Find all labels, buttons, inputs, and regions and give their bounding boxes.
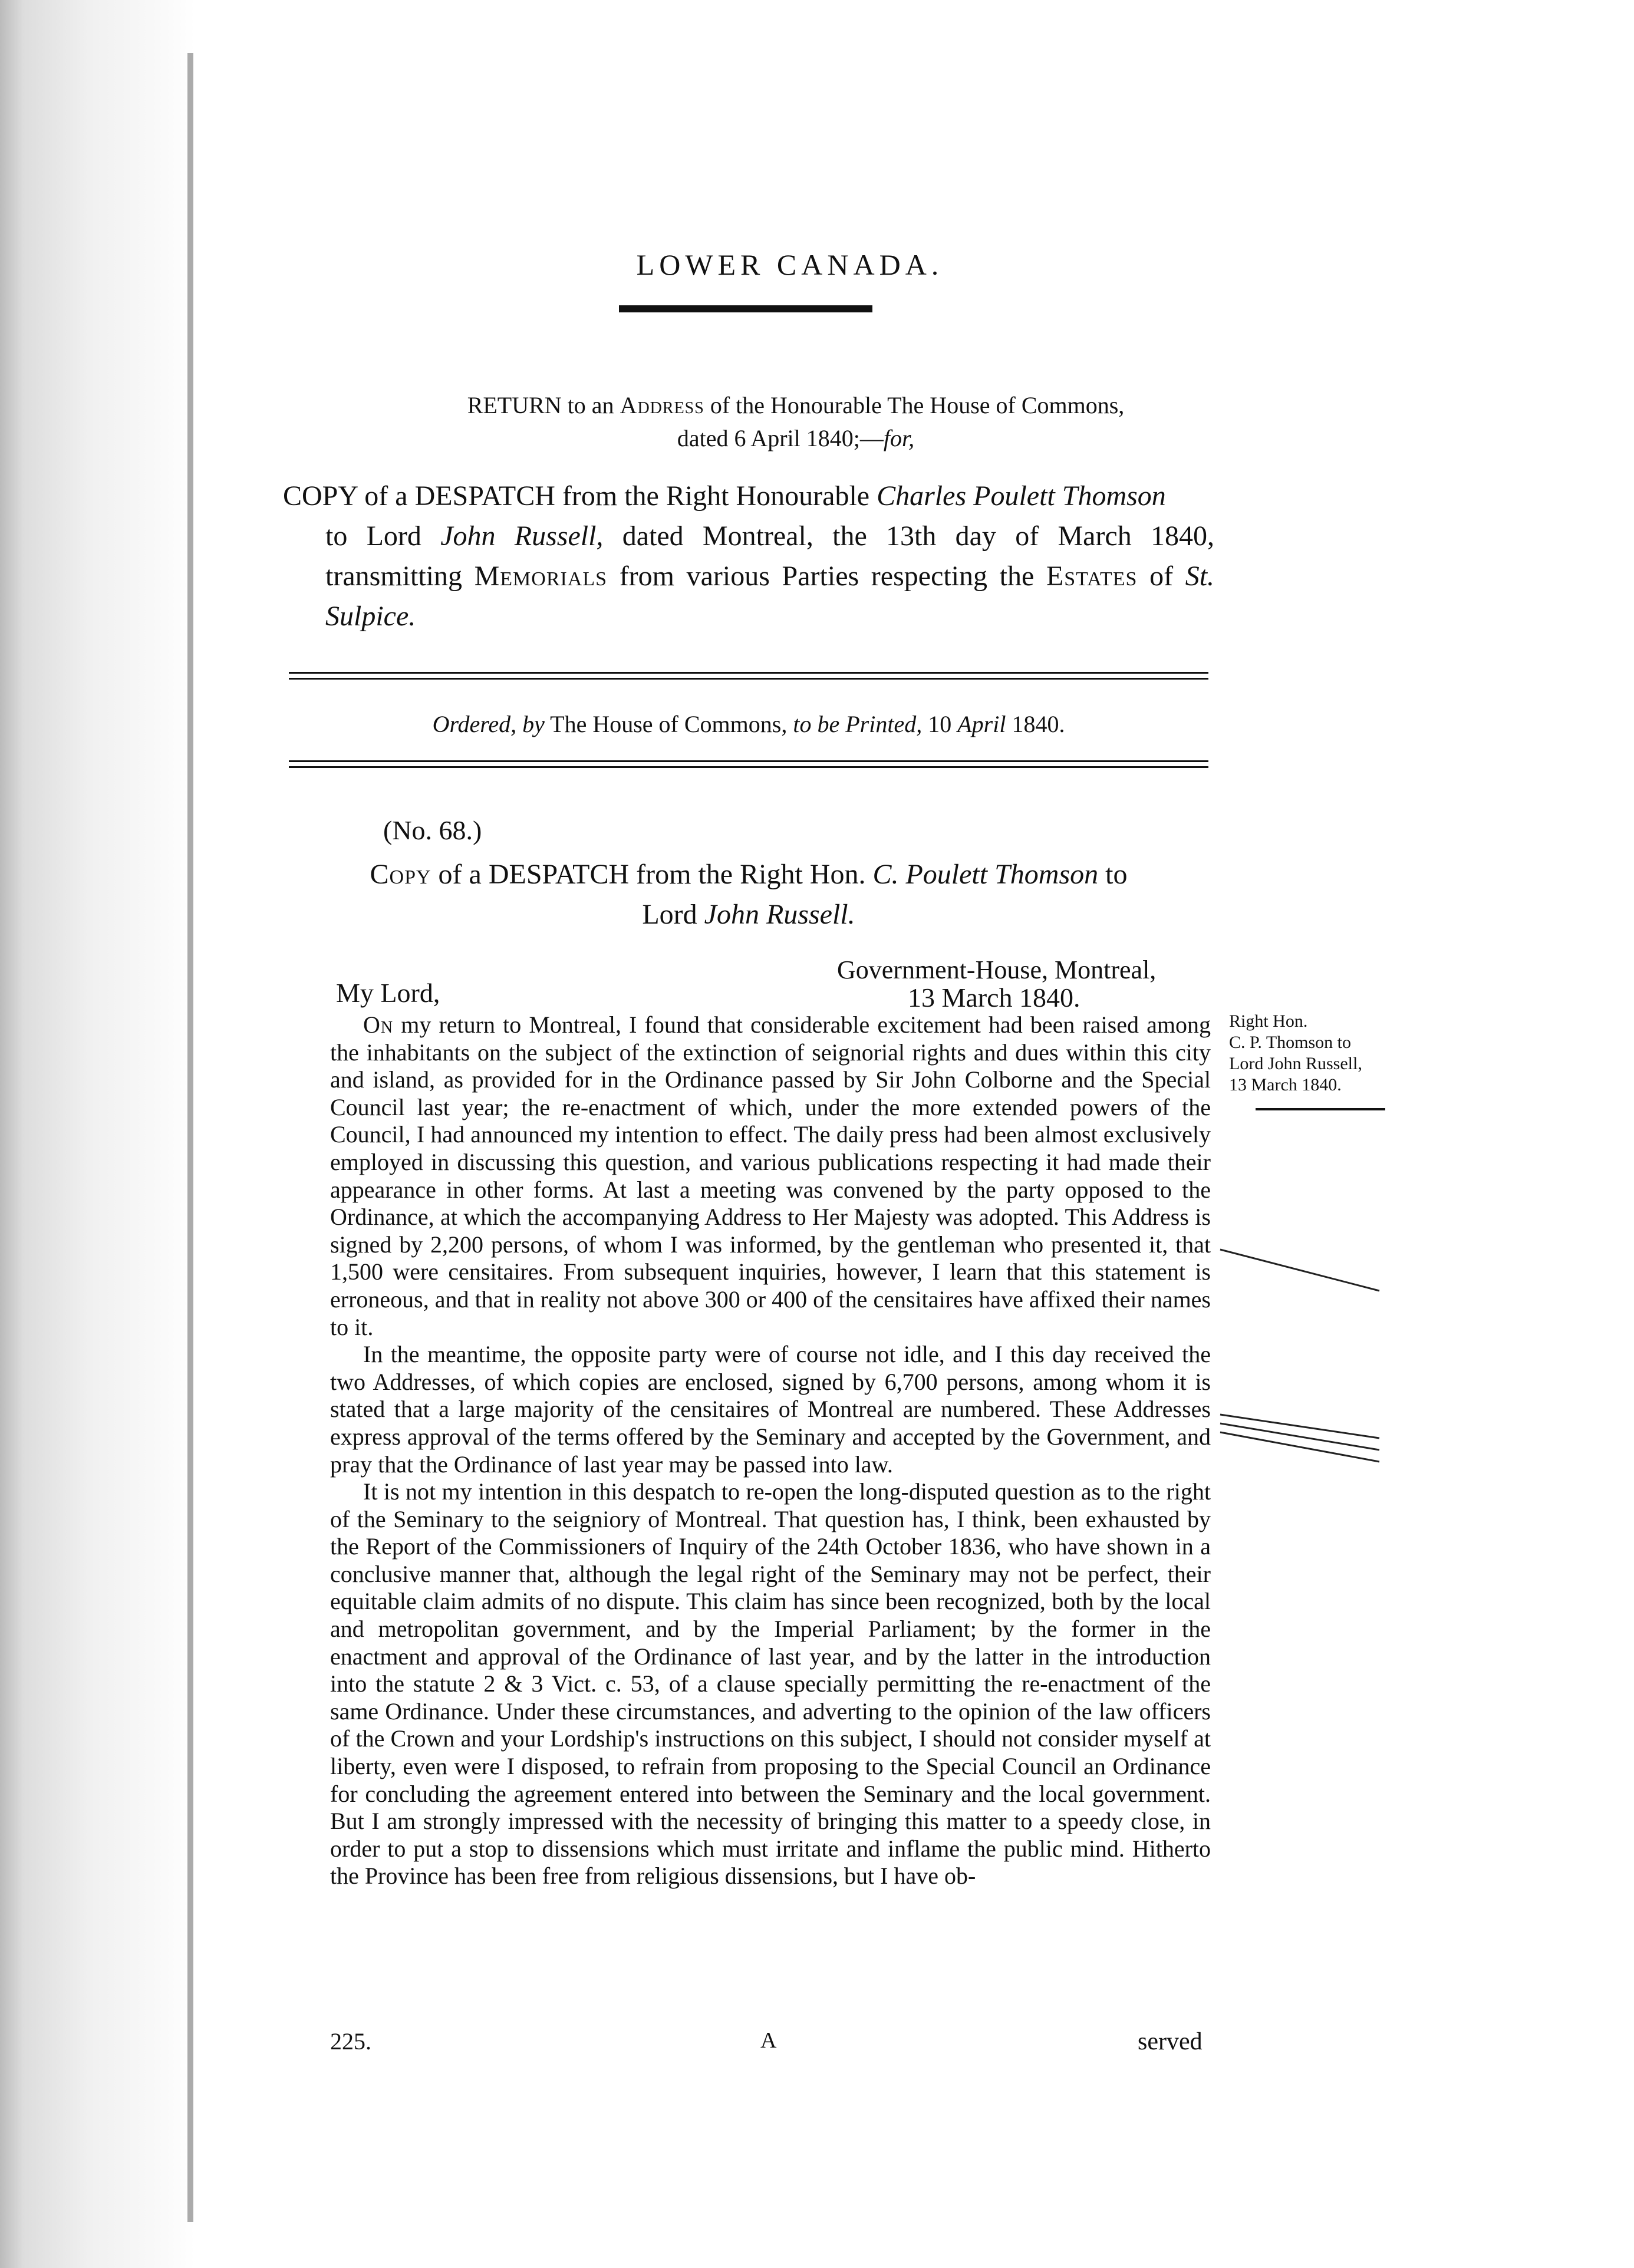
signature-mark: A — [760, 2028, 777, 2053]
copy-of: of — [1137, 561, 1185, 592]
body-paragraph-3: It is not my intention in this despatch to re-open the long-disputed question as to the right of the Seminary to the seigniory of Montreal. That question has, I think, been exhausted by the Report of the Commissioners of Inquiry of the 24th October 1836, who have shown in a conclusive manner that, although the legal right of the Seminary may not be perfect, their equitable claim admits of no dispute. This claim has since been recognized, both by the local and metropolitan government, and by the Imperial Parliament; by the former in the enactment and approval of the Ordinance of last year, and by the latter in the introduction into the statute 2 & 3 Vict. c. 53, of a clause specially permitting the re-enactment of the same Ordinance. Under these circumstances, and adverting to the opinion of the law officers of the Crown and your Lordship's instructions on this subject, I should not consider myself at liberty, even were I disposed, to refrain from proposing to the Special Council an Ordinance for concluding the agreement entered into between the Seminary and the local government. But I am strongly impressed with the necessity of bringing this matter to a speedy close, in order to put a stop to dissensions which must irritate and inflame the public mind. Hitherto the Province has been free from religious dissensions, but I have ob- — [330, 1478, 1211, 1890]
ordered-year: 1840. — [1006, 711, 1065, 737]
return-rest: of the Honourable The House of Commons, — [704, 392, 1125, 418]
copy-respecting: from various Parties respecting the — [607, 561, 1046, 592]
estate-name: St. Sulpice. — [325, 561, 1215, 632]
page-number: 225. — [330, 2028, 371, 2055]
ordered-house: The House of Commons, — [544, 711, 793, 737]
despatch-copy-word: Copy — [370, 859, 431, 890]
address-word: Address — [620, 392, 704, 418]
despatch-connector: of a — [431, 859, 489, 890]
memorials-word: Memorials — [474, 561, 608, 592]
return-date: dated 6 April 1840;— — [677, 425, 884, 451]
despatch-word: DESPATCH — [488, 859, 630, 890]
double-rule-top — [289, 672, 1208, 674]
heading-underline — [619, 305, 872, 312]
despatch-recipient: John Russell. — [704, 899, 855, 930]
letter-body — [330, 1011, 1211, 1890]
despatch-sender: C. Poulett Thomson — [872, 859, 1099, 890]
despatch-heading — [283, 855, 1214, 935]
enclosure-line-2 — [1220, 1415, 1379, 1438]
double-rule-bottom — [289, 678, 1208, 680]
return-connector: to an — [561, 392, 620, 418]
letter-place: Government-House, Montreal, — [837, 955, 1157, 984]
section-rule-bottom — [289, 766, 1208, 768]
book-binding-shadow — [0, 0, 195, 2268]
body-paragraph-1-text: my return to Montreal, I found that considerable excitement had been raised among the inhabitants on the subject of the extinction of seignorial rights and dues within this city and island, as provided for in the Ordinance passed by Sir John Colborne and the Special Council last year; the re-enactment of which, under the more extended powers of the Council, I had announced my intention to effect. The daily press had been almost exclusively employed in discussing this question, and various publications respecting it had made their appearance in other forms. At last a meeting was convened by the party opposed to the Ordinance, at which the accompanying Address to Her Majesty was adopted. This Address is signed by 2,200 persons, of whom I was informed, by the gentleman who presented it, that 1,500 were censitaires. From subsequent inquiries, however, I learn that this statement is erroneous, and that in reality not above 300 or 400 of the censitaires have affixed their names to it. — [330, 1011, 1211, 1340]
body-paragraph-1 — [330, 1011, 1211, 1341]
copy-title-continuation — [283, 516, 1214, 637]
return-word: RETURN — [467, 392, 562, 418]
enclosure-line-3 — [1220, 1423, 1379, 1450]
margin-note-rule — [1256, 1108, 1385, 1110]
copy-connector: of a — [357, 480, 415, 512]
return-statement — [277, 389, 1315, 455]
margin-note-line-4: 13 March 1840. — [1229, 1075, 1342, 1095]
enclosure-line-4 — [1220, 1432, 1379, 1462]
copy-details: dated Montreal, the 13th day of March 1840, transmitting — [325, 520, 1214, 592]
despatch-lord: Lord — [642, 899, 704, 930]
margin-note-line-2: C. P. Thomson to — [1229, 1033, 1351, 1052]
ordered-day: 10 — [922, 711, 958, 737]
recipient-name: John Russell, — [440, 520, 604, 552]
despatch-to: to — [1098, 859, 1128, 890]
catchword: served — [1138, 2028, 1203, 2055]
binding-edge — [187, 53, 193, 2222]
margin-note-line-1: Right Hon. — [1229, 1011, 1308, 1031]
copy-from: from the Right Honourable — [555, 480, 877, 512]
letter-date: 13 March 1840. — [908, 983, 1080, 1013]
estates-word: Estates — [1046, 561, 1138, 592]
letter-salutation: My Lord, — [336, 978, 440, 1008]
copy-word: COPY — [283, 480, 358, 512]
ordered-month: April — [957, 711, 1006, 737]
body-paragraph-2: In the meantime, the opposite party were of course not idle, and I this day received the two Addresses, of which copies are enclosed, signed by 6,700 persons, among whom it is stated that a large majority of the censitaires of Montreal are numbered. These Addresses express approval of the terms offered by the Seminary and accepted by the Government, and pray that the Ordinance of last year may be passed into law. — [330, 1341, 1211, 1478]
enclosure-line-1 — [1220, 1250, 1379, 1291]
margin-note-line-3: Lord John Russell, — [1229, 1054, 1362, 1073]
page-heading: LOWER CANADA. — [636, 248, 944, 281]
despatch-word: DESPATCH — [414, 480, 555, 512]
despatch-number: (No. 68.) — [383, 815, 482, 845]
ordered-line — [283, 710, 1214, 738]
despatch-from: from the Right Hon. — [629, 859, 873, 890]
return-for: for, — [883, 425, 915, 451]
body-initial-word: On — [363, 1011, 394, 1038]
section-rule-top — [289, 760, 1208, 762]
ordered-by: Ordered, by — [432, 711, 545, 737]
ordered-printed: to be Printed, — [793, 711, 923, 737]
copy-to: to Lord — [325, 520, 441, 552]
copy-title — [283, 476, 1214, 637]
sender-name: Charles Poulett Thomson — [877, 480, 1166, 512]
margin-note — [1229, 1011, 1388, 1096]
